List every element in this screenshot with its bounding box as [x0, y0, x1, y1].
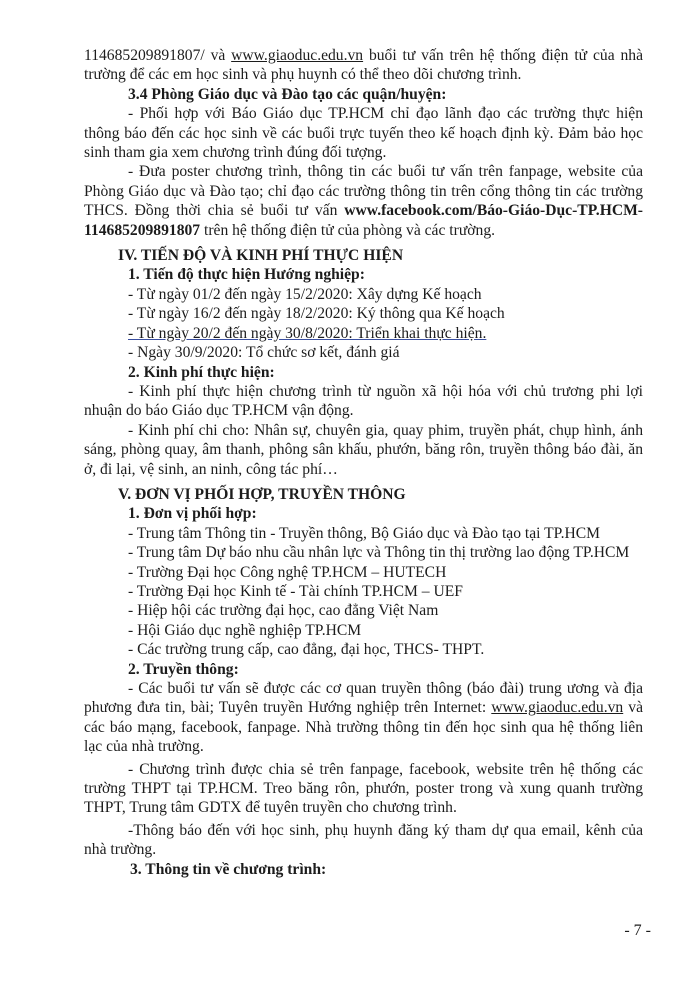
partner-unit: - Hội Giáo dục nghề nghiệp TP.HCM: [128, 621, 362, 639]
partner-unit: - Trường Đại học Kinh tế - Tài chính TP.HCM – UEF: [128, 582, 463, 600]
giaoduc-link[interactable]: www.giaoduc.edu.vn: [491, 699, 624, 717]
media-para-3: -Thông báo đến với học sinh, phụ huynh đăng ký tham dự qua email, kênh của nhà trường.: [84, 821, 643, 859]
para2-text-end: trên hệ thống điện tử của phòng và các trường.: [200, 221, 496, 239]
intro-text-end: buổi tư vấn trên hệ thống điện tử của nhà trường để các em học sinh và phụ huynh có thể theo dõi chương trình.: [84, 47, 643, 84]
giaoduc-link[interactable]: www.giaoduc.edu.vn: [231, 47, 364, 64]
page-number: - 7 -: [624, 922, 651, 939]
schedule-item: - Từ ngày 16/2 đến ngày 18/2/2020: Ký thông qua Kế hoạch: [128, 305, 505, 323]
media-text: - Các buổi tư vấn sẽ được các cơ quan truyền thông (báo đài) trung ương và địa phương đưa tin, bài; Tuyên truyền Hướng nghiệp trên Internet:: [84, 680, 643, 717]
schedule-item: - Từ ngày 20/2 đến ngày 30/8/2020: Triển khai thực hiện.: [128, 324, 487, 342]
partner-unit: - Hiệp hội các trường đại học, cao đẳng Việt Nam: [128, 602, 439, 620]
section-4-sub-2: 2. Kinh phí thực hiện:: [128, 363, 275, 381]
media-text-end: và các báo mạng, facebook, fanpage. Nhà trường thông tin đến học sinh qua hệ thống liên lạc của nhà trường.: [84, 699, 643, 756]
schedule-item: - Ngày 30/9/2020: Tổ chức sơ kết, đánh giá: [128, 344, 400, 362]
section-5-sub-2: 2. Truyền thông:: [128, 660, 239, 678]
intro-paragraph: [84, 46, 643, 85]
partner-unit: - Trung tâm Dự báo nhu cầu nhân lực và Thông tin thị trường lao động TP.HCM: [128, 544, 630, 562]
partner-unit: - Trung tâm Thông tin - Truyền thông, Bộ Giáo dục và Đào tạo tại TP.HCM: [128, 524, 601, 542]
media-para-2: - Chương trình được chia sẻ trên fanpage, facebook, website trên hệ thống các trường THPT tại TP.HCM. Treo băng rôn, phướn, poster trong và xung quanh trường THPT, Trung tâm GDTX để tuyên truyền cho chương trình.: [84, 760, 643, 817]
budget-para-2: - Kinh phí chi cho: Nhân sự, chuyên gia, quay phim, truyền phát, chụp hình, ánh sáng, phòng quay, âm thanh, phông sân khấu, phướn, băng rôn, truyền thông báo đài, ăn ở, đi lại, vệ sinh, an ninh, công tác phí…: [84, 421, 643, 478]
partner-unit: - Trường Đại học Công nghệ TP.HCM – HUTECH: [128, 563, 447, 581]
section-3-4-para-1: - Phối hợp với Báo Giáo dục TP.HCM chỉ đạo lãnh đạo các trường thực hiện thông báo đến các học sinh về các buổi trực tuyến theo kế hoạch định kỳ. Đảm bảo học sinh tham gia xem chương trình đúng đối tượng.: [84, 105, 643, 162]
section-5-sub-1: 1. Đơn vị phối hợp:: [128, 505, 257, 523]
intro-text: 114685209891807/ và: [84, 47, 232, 64]
section-5-heading: V. ĐƠN VỊ PHỐI HỢP, TRUYỀN THÔNG: [118, 485, 406, 503]
para2-text: - Đưa poster chương trình, thông tin các buổi tư vấn trên fanpage, website của Phòng Giáo dục và Đào tạo; chỉ đạo các trường thông tin trên cổng thông tin các trường THCS. Đồng thời chia sẻ buổi tư vấn: [84, 163, 643, 220]
section-3-4-para-2: [84, 162, 643, 240]
section-4-sub-1: 1. Tiến độ thực hiện Hướng nghiệp:: [128, 266, 365, 284]
media-para-1: [84, 679, 643, 757]
section-5-sub-3: 3. Thông tin về chương trình:: [130, 860, 327, 878]
budget-para-1: - Kinh phí thực hiện chương trình từ nguồn xã hội hóa với chủ trương phi lợi nhuận do báo Giáo dục TP.HCM vận động.: [84, 382, 643, 420]
section-4-heading: IV. TIẾN ĐỘ VÀ KINH PHÍ THỰC HIỆN: [118, 247, 404, 265]
section-3-4-heading: 3.4 Phòng Giáo dục và Đào tạo các quận/huyện:: [128, 85, 447, 103]
schedule-item: - Từ ngày 01/2 đến ngày 15/2/2020: Xây dựng Kế hoạch: [128, 285, 482, 303]
partner-unit: - Các trường trung cấp, cao đẳng, đại học, THCS- THPT.: [128, 641, 485, 659]
facebook-link[interactable]: www.facebook.com/Báo-Giáo-Dục-TP.HCM-114685209891807: [84, 202, 643, 239]
